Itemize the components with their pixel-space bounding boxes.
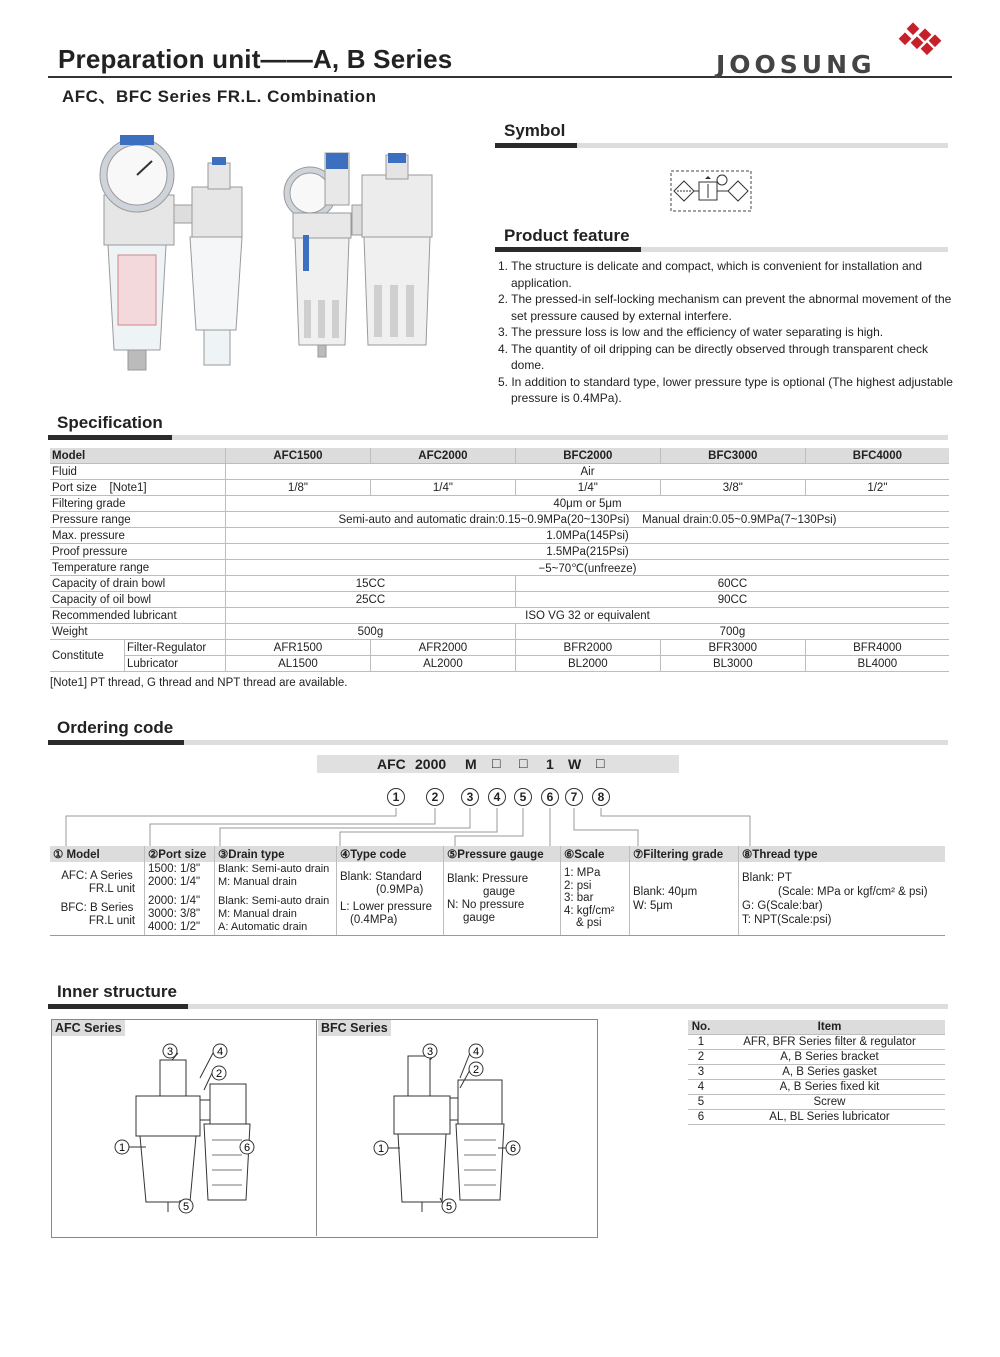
inner-heading: Inner structure (57, 982, 177, 1001)
ordering-cell: 2000: 1/4" (148, 895, 201, 907)
ordering-cell: (Scale: MPa or kgf/cm² & psi) (778, 885, 928, 898)
ordering-cell: Blank: PT (742, 871, 792, 884)
code-index-1: 1 (387, 788, 405, 806)
spec-label: Port size [Note1] (50, 480, 226, 496)
ordering-header: ④Type code (337, 846, 444, 862)
ordering-cell: FR.L unit (88, 882, 136, 895)
feature-heading: Product feature (504, 226, 630, 245)
ordering-table (50, 846, 945, 936)
spec-label: Capacity of drain bowl (50, 576, 226, 592)
spec-value: BL3000 (660, 656, 805, 672)
feature-item: 2. The pressed-in self-locking mechanism can prevent the abnormal movement of the set pressure caused by external interfere. (498, 292, 952, 323)
afc-series-label: AFC Series (52, 1020, 125, 1036)
table-row (688, 1035, 945, 1050)
page-title: Preparation unit——A, B Series (58, 44, 453, 74)
spec-value: BFR2000 (515, 640, 660, 656)
ordering-cell: G: G(Scale:bar) (742, 899, 823, 912)
spec-value: 60CC (515, 576, 949, 592)
callout-3: 3 (426, 1046, 434, 1058)
ordering-cell: 1: MPa (564, 867, 601, 880)
code-part: □ (596, 755, 605, 771)
callout-5: 5 (182, 1201, 190, 1213)
brand-logo-icon (895, 22, 945, 60)
spec-value: AL2000 (370, 656, 515, 672)
spec-value: 1/8" (226, 480, 371, 496)
code-index-8: 8 (592, 788, 610, 806)
callout-5: 5 (445, 1201, 453, 1213)
callout-4: 4 (472, 1046, 480, 1058)
frl-symbol-icon (670, 170, 752, 212)
code-part: AFC (377, 756, 406, 772)
spec-value: AL1500 (226, 656, 371, 672)
ordering-cell: W: 5μm (633, 899, 673, 912)
spec-model-label: Model (50, 448, 226, 464)
ordering-cell: Blank: Semi-auto drain (218, 863, 330, 875)
ordering-header: ②Port size (145, 846, 215, 862)
spec-model: BFC3000 (660, 448, 805, 464)
spec-value: Semi-auto and automatic drain:0.15~0.9MPa(20~130Psi) Manual drain:0.05~0.9MPa(7~130Psi) (226, 512, 950, 528)
spec-heading: Specification (57, 413, 163, 432)
spec-model: BFC2000 (515, 448, 660, 464)
ordering-cell: Blank: Pressure (447, 872, 529, 885)
code-index-3: 3 (461, 788, 479, 806)
callout-2: 2 (215, 1068, 223, 1080)
feature-heading-bar (495, 247, 948, 252)
ordering-header: ① Model (50, 846, 145, 862)
parts-no: 2 (688, 1050, 714, 1065)
parts-item: A, B Series fixed kit (714, 1080, 945, 1095)
spec-value: ISO VG 32 or equivalent (226, 608, 950, 624)
parts-no: 3 (688, 1065, 714, 1080)
code-part: M (465, 756, 477, 772)
symbol-heading: Symbol (504, 121, 566, 140)
ordering-header: ⑧Thread type (739, 846, 946, 862)
spec-table (50, 448, 949, 672)
spec-value: BL4000 (805, 656, 949, 672)
symbol-heading-bar (495, 143, 948, 148)
spec-model: AFC2000 (370, 448, 515, 464)
spec-value: 15CC (226, 576, 516, 592)
spec-value: BL2000 (515, 656, 660, 672)
spec-value: 1/4" (515, 480, 660, 496)
ordering-header: ⑥Scale (561, 846, 630, 862)
table-row (688, 1095, 945, 1110)
spec-value: BFR3000 (660, 640, 805, 656)
spec-heading-bar (48, 435, 948, 440)
spec-value: −5~70℃(unfreeze) (226, 560, 950, 576)
code-part: 2000 (415, 756, 447, 772)
callout-3: 3 (166, 1046, 174, 1058)
afc-cross-section-diagram (100, 1040, 300, 1220)
feature-item: 5. In addition to standard type, lower pressure type is optional (The highest adjustable pressure is 0.4MPa). (498, 374, 953, 405)
spec-label: Lubricator (125, 656, 226, 672)
ordering-cell: (0.4MPa) (350, 913, 398, 926)
ordering-cell: Blank: 40μm (633, 885, 698, 898)
spec-label: Temperature range (50, 560, 226, 576)
ordering-cell: T: NPT(Scale:psi) (742, 913, 832, 926)
parts-table (688, 1020, 945, 1125)
parts-item: AL, BL Series lubricator (714, 1110, 945, 1125)
product-photo (90, 125, 450, 385)
spec-label: Recommended lubricant (50, 608, 226, 624)
ordering-cell: 2: psi (564, 879, 592, 892)
parts-no: 1 (688, 1035, 714, 1050)
spec-value: 90CC (515, 592, 949, 608)
code-index-2: 2 (426, 788, 444, 806)
feature-item: 1. The structure is delicate and compact, which is convenient for installation and application. (498, 259, 923, 290)
code-part: 1 (546, 756, 554, 772)
spec-value: BFR4000 (805, 640, 949, 656)
ordering-cell: gauge (463, 911, 495, 924)
ordering-cell: gauge (483, 885, 515, 898)
code-part: W (568, 756, 582, 772)
spec-label: Constitute (50, 640, 125, 672)
inner-structure-divider (316, 1019, 317, 1236)
spec-value: 3/8" (660, 480, 805, 496)
code-part: □ (492, 755, 501, 771)
bfc-cross-section-diagram (360, 1040, 560, 1220)
parts-header: No. (688, 1020, 714, 1035)
page-subtitle: AFC、BFC Series FR.L. Combination (62, 87, 377, 106)
spec-label: Filtering grade (50, 496, 226, 512)
ordering-cell: N: No pressure (447, 898, 525, 911)
spec-value: 25CC (226, 592, 516, 608)
ordering-cell: (0.9MPa) (376, 883, 424, 896)
spec-value: 40μm or 5μm (226, 496, 950, 512)
spec-label: Max. pressure (50, 528, 226, 544)
callout-1: 1 (118, 1142, 126, 1154)
parts-no: 5 (688, 1095, 714, 1110)
feature-item: 4. The quantity of oil dripping can be directly observed through transparent check dome. (498, 341, 929, 372)
table-row (688, 1110, 945, 1125)
ordering-cell: Blank: Semi-auto drain (218, 895, 330, 907)
spec-note: [Note1] PT thread, G thread and NPT thread are available. (50, 677, 348, 689)
spec-label: Weight (50, 624, 226, 640)
callout-1: 1 (377, 1143, 385, 1155)
spec-label: Proof pressure (50, 544, 226, 560)
ordering-cell: & psi (576, 917, 602, 930)
brand-name: JOOSUNG (716, 50, 876, 79)
inner-heading-bar (48, 1004, 948, 1009)
code-part: □ (519, 755, 528, 771)
callout-6: 6 (509, 1143, 517, 1155)
ordering-header: ⑦Filtering grade (630, 846, 739, 862)
feature-list (498, 258, 958, 407)
parts-no: 4 (688, 1080, 714, 1095)
parts-item: AFR, BFR Series filter & regulator (714, 1035, 945, 1050)
spec-value: 1/2" (805, 480, 949, 496)
ordering-heading: Ordering code (57, 718, 174, 737)
table-row (688, 1080, 945, 1095)
spec-value: 1.0MPa(145Psi) (226, 528, 950, 544)
ordering-cell: 2000: 1/4" (148, 876, 201, 888)
ordering-cell: 3: bar (564, 892, 594, 905)
ordering-code-bar (317, 755, 679, 773)
code-index-4: 4 (488, 788, 506, 806)
callout-6: 6 (243, 1142, 251, 1154)
parts-item: A, B Series gasket (714, 1065, 945, 1080)
spec-value: 1/4" (370, 480, 515, 496)
parts-no: 6 (688, 1110, 714, 1125)
ordering-heading-bar (48, 740, 948, 745)
ordering-cell: BFC: B Series (60, 901, 134, 914)
feature-item: 3. The pressure loss is low and the efficiency of water separating is high. (498, 325, 884, 339)
ordering-cell: Blank: Standard (340, 870, 422, 883)
ordering-cell: 4: kgf/cm² (564, 904, 615, 917)
code-index-7: 7 (565, 788, 583, 806)
table-row (688, 1050, 945, 1065)
ordering-cell: FR.L unit (88, 914, 136, 927)
spec-label: Fluid (50, 464, 226, 480)
parts-item: Screw (714, 1095, 945, 1110)
ordering-cell: L: Lower pressure (340, 900, 433, 913)
ordering-cell: M: Manual drain (218, 876, 297, 888)
spec-label: Pressure range (50, 512, 226, 528)
ordering-header: ③Drain type (215, 846, 337, 862)
ordering-cell: AFC: A Series (61, 869, 133, 882)
parts-header: Item (714, 1020, 945, 1035)
code-index-6: 6 (541, 788, 559, 806)
callout-2: 2 (472, 1064, 480, 1076)
ordering-cell: A: Automatic drain (218, 921, 308, 933)
spec-label: Filter-Regulator (125, 640, 226, 656)
ordering-cell: 1500: 1/8" (148, 863, 201, 875)
table-row (688, 1065, 945, 1080)
ordering-header: ⑤Pressure gauge (444, 846, 561, 862)
spec-value: 500g (226, 624, 516, 640)
ordering-cell: 4000: 1/2" (148, 921, 201, 933)
spec-value: AFR1500 (226, 640, 371, 656)
callout-4: 4 (216, 1046, 224, 1058)
parts-item: A, B Series bracket (714, 1050, 945, 1065)
ordering-cell: 3000: 3/8" (148, 908, 201, 920)
spec-value: 700g (515, 624, 949, 640)
code-index-5: 5 (514, 788, 532, 806)
spec-model: AFC1500 (226, 448, 371, 464)
spec-value: 1.5MPa(215Psi) (226, 544, 950, 560)
spec-model: BFC4000 (805, 448, 949, 464)
spec-value: AFR2000 (370, 640, 515, 656)
bfc-series-label: BFC Series (318, 1020, 391, 1036)
code-leader-lines (60, 806, 760, 848)
ordering-cell: M: Manual drain (218, 908, 297, 920)
spec-value: Air (226, 464, 950, 480)
spec-label: Capacity of oil bowl (50, 592, 226, 608)
